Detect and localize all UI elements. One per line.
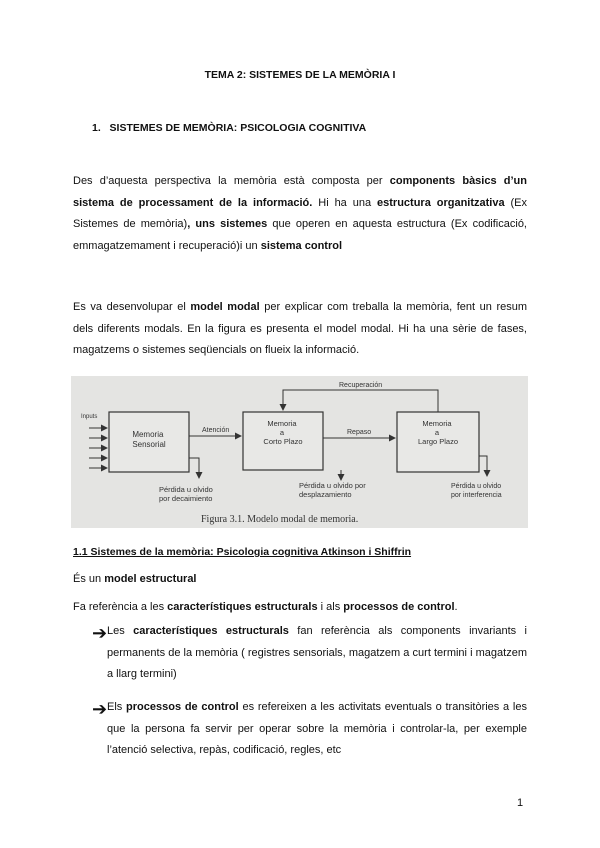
section-1-title: SISTEMES DE MEMÒRIA: PSICOLOGIA COGNITIVA [109, 122, 367, 134]
loss-displacement-label: Pérdida u olvido por desplazamiento [299, 481, 366, 499]
paragraph-2 [73, 297, 527, 362]
p2-bold-modal-model: model modal [190, 301, 260, 313]
b2-bold: processos de control [126, 701, 239, 713]
input-arrows [89, 428, 107, 468]
bullet-2-text [107, 697, 527, 762]
b1-text: fan referència als components invariants i permanents de la memòria ( registres sensorials, magatzem a curt termini i magatzem a llarg termini) [107, 625, 527, 680]
l2-text: i als [317, 601, 344, 613]
retrieval-arrow [283, 390, 438, 412]
section-1-heading [92, 122, 366, 134]
rehearsal-label: Repaso [347, 429, 372, 436]
l1-bold: model estructural [104, 573, 197, 585]
bullet-1-text [107, 621, 527, 686]
p1-bold-components: components bàsics d’un sistema de processament de la informació. [73, 175, 527, 209]
modal-model-figure [71, 376, 528, 528]
long-term-memory-label: Memoria a Largo Plazo [417, 419, 459, 446]
p1-text: Hi ha una [312, 196, 378, 209]
attention-label: Atención [202, 427, 230, 434]
l2-bold-control: processos de control [343, 601, 455, 613]
p2-text: per explicar com treballa la memòria, fent un resum dels diferents modals. En la figura es presenta el model modal. Hi ha una sèrie de fases, magatzems o sistemes seqüencials on flueix la informació. [73, 301, 528, 356]
p1-bold-systems: sistemes [220, 218, 268, 230]
arrow-bullet-icon: ➔ [92, 623, 108, 643]
p1-text: Des d’aquesta perspectiva la memòria està composta per [73, 175, 390, 187]
loss-decay-label: Pérdida u olvido por decaimiento [159, 485, 213, 503]
p2-text: Es va desenvolupar el [73, 301, 191, 313]
line-structural-model [73, 573, 197, 585]
l1-text: És un [73, 573, 105, 585]
line-references [73, 601, 458, 613]
section-1-1-heading: 1.1 Sistemes de la memòria: Psicologia cognitiva Atkinson i Shiffrin [73, 546, 412, 558]
loss-interference-label: Pérdida u olvido por interferencia [451, 483, 502, 499]
p1-text: , uns [187, 218, 221, 230]
short-term-memory-label: Memoria a Corto Plazo [263, 419, 303, 446]
arrow-bullet-icon: ➔ [92, 699, 108, 719]
retrieval-label: Recuperación [339, 382, 383, 389]
l2-text: Fa referència a les [73, 601, 168, 613]
b1-bold: característiques estructurals [133, 625, 289, 637]
p1-bold-structure: estructura organitzativa [377, 196, 505, 209]
figure-caption: Figura 3.1. Modelo modal de memoria. [201, 514, 359, 525]
p1-bold-control: sistema control [260, 239, 343, 252]
p1-text: que operen en aquesta estructura (Ex codificació, emmagatzemament i recuperació)i un [73, 218, 527, 252]
page-number: 1 [517, 797, 524, 809]
p1-text: (Ex Sistemes de memòria) [73, 196, 528, 230]
document-title: TEMA 2: SISTEMES DE LA MEMÒRIA I [204, 69, 396, 81]
b2-text: es refereixen a les activitats eventuals o transitòries a les que la persona fa servir per operar sobre la memòria i controlar-la, per exemple l’atenció selectiva, repàs, codificació, regles, etc [107, 701, 527, 756]
l2-bold-structural: característiques estructurals [167, 601, 318, 613]
b1-text: Les [107, 625, 134, 637]
section-1-number: 1. [92, 122, 101, 134]
paragraph-1 [73, 171, 527, 257]
sensory-memory-label: Memoria Sensorial [132, 430, 166, 449]
inputs-label: Inputs [81, 414, 98, 420]
l2-text: . [454, 601, 458, 613]
b2-text: Els [107, 701, 127, 713]
